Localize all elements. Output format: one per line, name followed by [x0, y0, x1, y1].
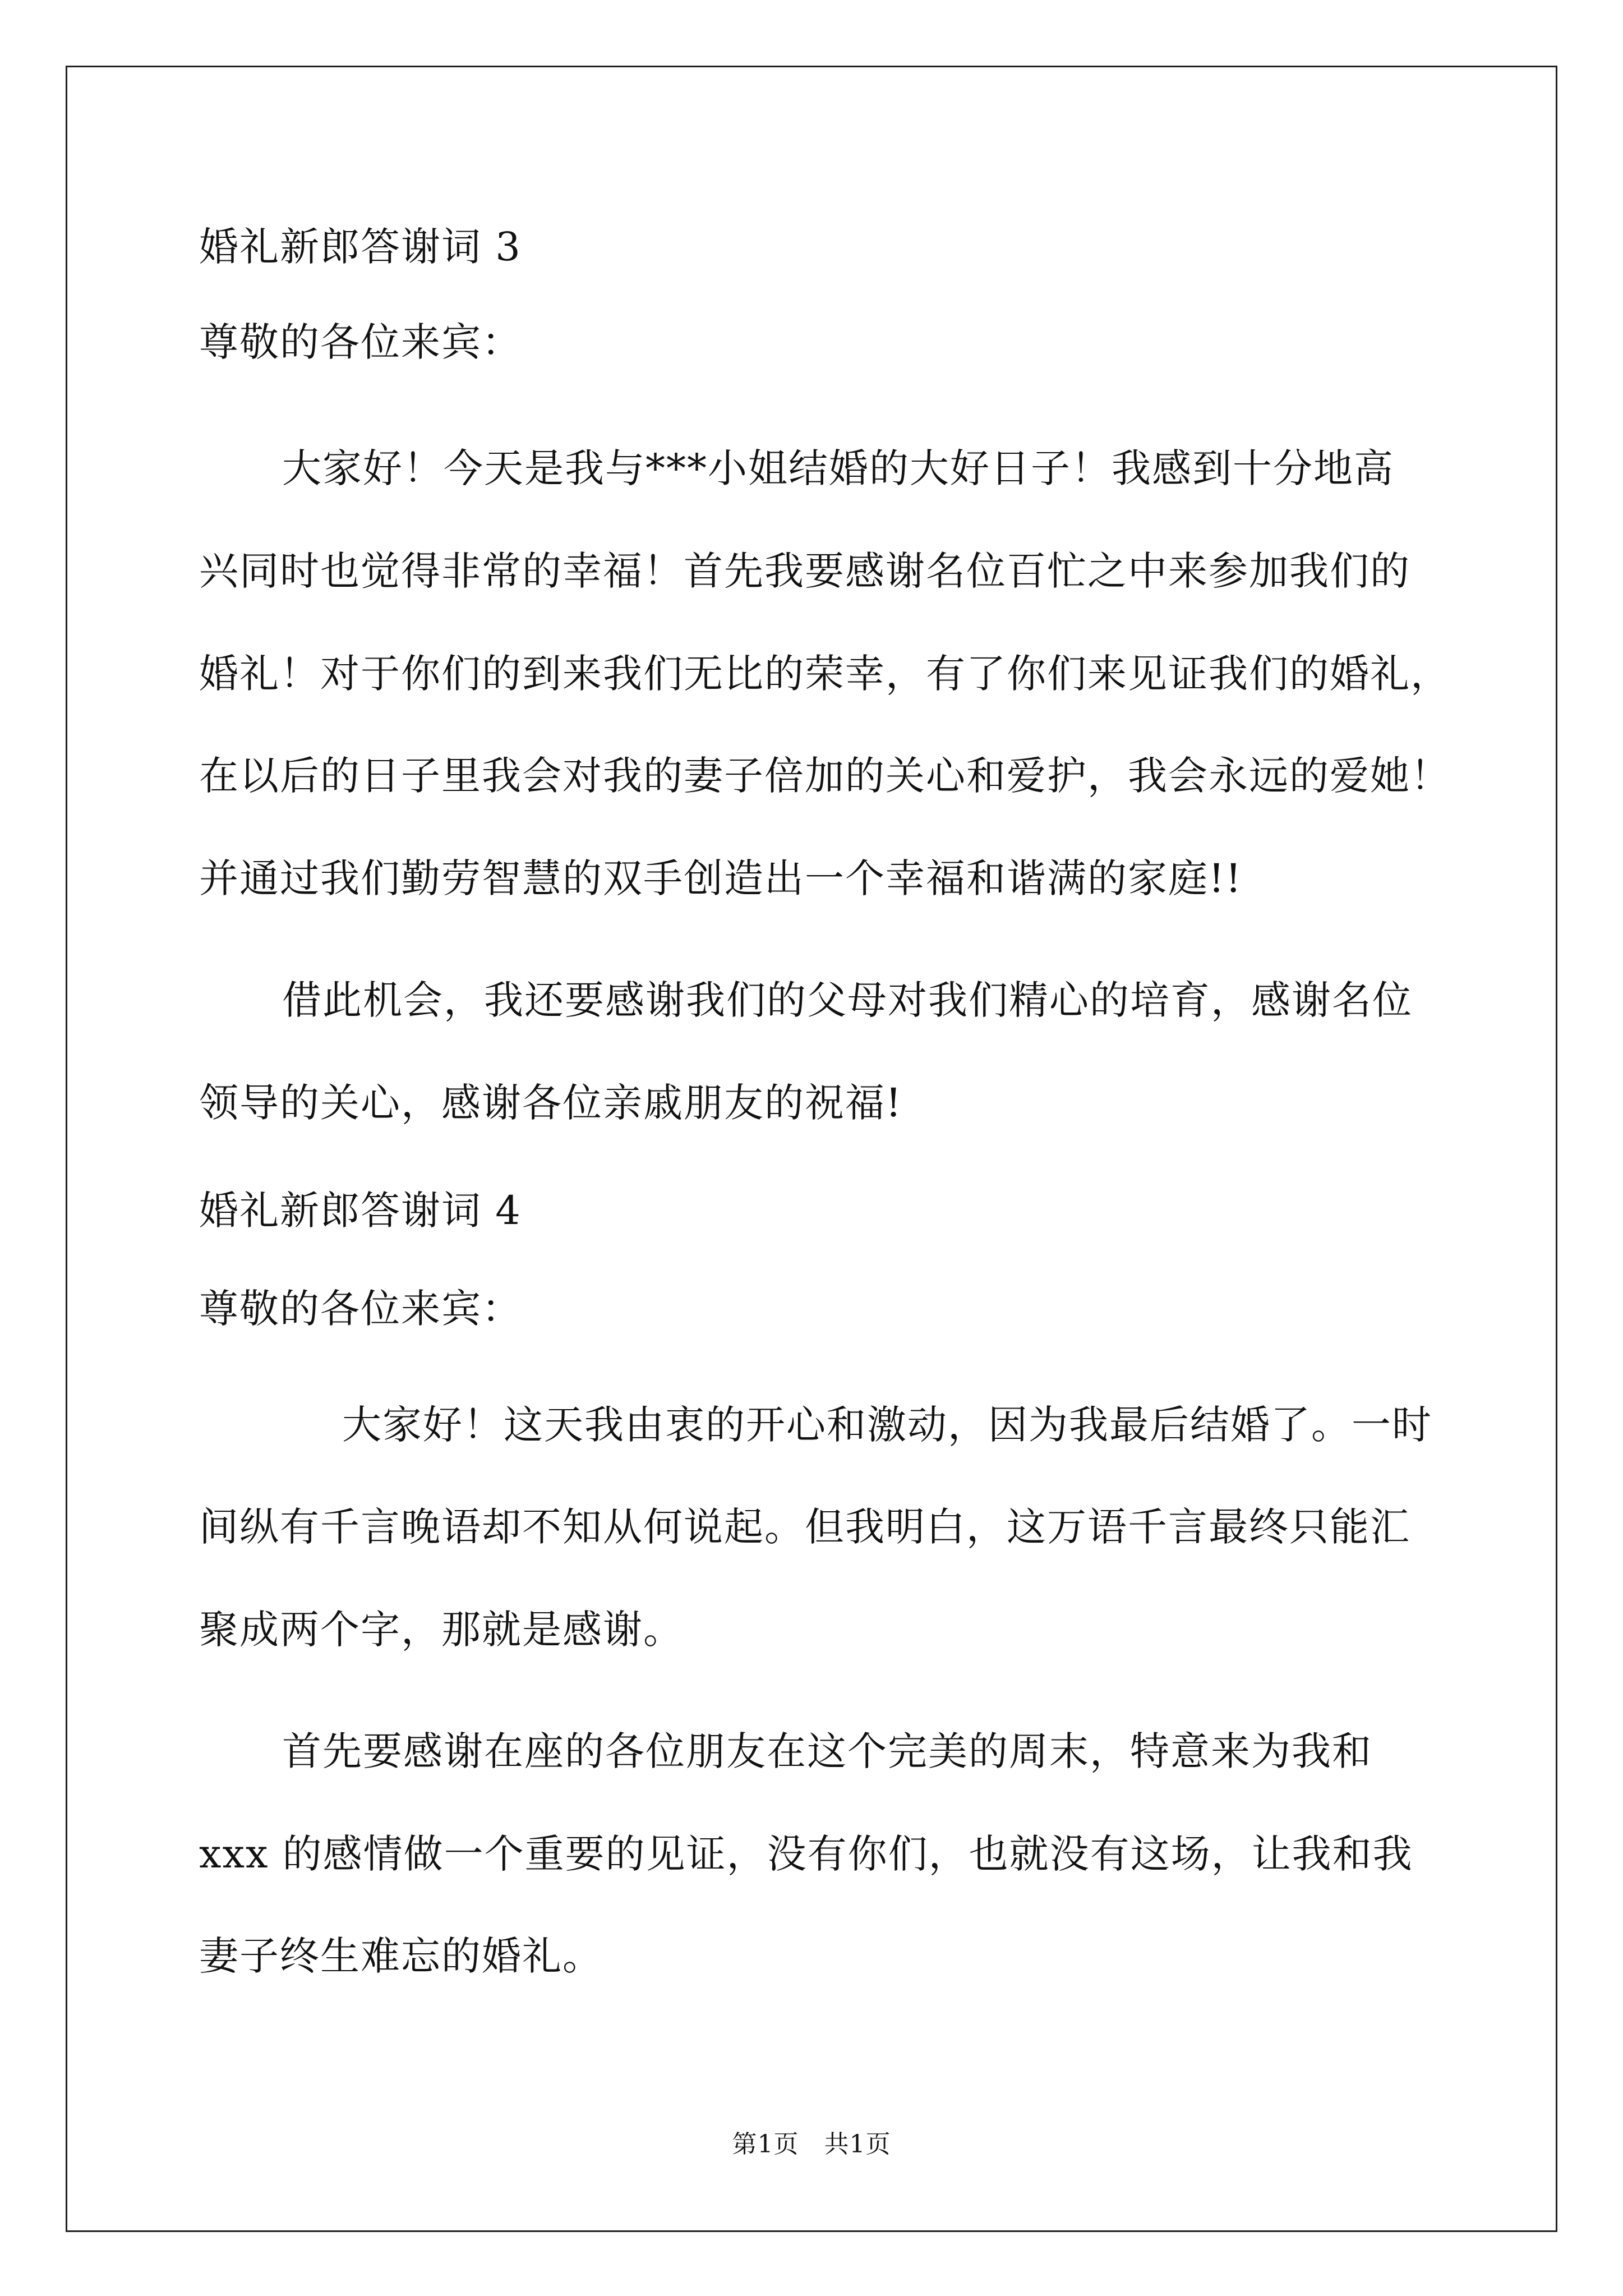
- section-4-p2-line-1: 首先要感谢在座的各位朋友在这个完美的周末，特意来为我和: [282, 1728, 1372, 1774]
- section-4-salutation: 尊敬的各位来宾：: [199, 1286, 522, 1332]
- section-4-p2-line-3: 妻子终生难忘的婚礼。: [199, 1933, 603, 1979]
- section-3-p1-line-5: 并通过我们勤劳智慧的双手创造出一个幸福和谐满的家庭!!: [199, 855, 1243, 901]
- page-footer: 第1页 共1页: [732, 2130, 891, 2159]
- section-3-p1-line-2: 兴同时也觉得非常的幸福！首先我要感谢名位百忙之中来参加我们的: [199, 548, 1410, 594]
- section-3-p1-line-4: 在以后的日子里我会对我的妻子倍加的关心和爱护，我会永远的爱她！: [199, 753, 1451, 799]
- section-3-salutation: 尊敬的各位来宾：: [199, 319, 522, 365]
- section-4-p1-line-1: 大家好！这天我由衷的开心和激动，因为我最后结婚了。一时: [342, 1402, 1432, 1448]
- section-3-p2-line-1: 借此机会，我还要感谢我们的父母对我们精心的培育，感谢名位: [282, 977, 1413, 1023]
- section-3-title: 婚礼新郎答谢词 3: [199, 224, 522, 270]
- section-3-p1-line-3: 婚礼！对于你们的到来我们无比的荣幸，有了你们来见证我们的婚礼，: [199, 651, 1451, 697]
- section-3-p1-line-1: 大家好！今天是我与***小姐结婚的大好日子！我感到十分地高: [282, 445, 1394, 491]
- section-4-p1-line-2: 间纵有千言晚语却不知从何说起。但我明白，这万语千言最终只能汇: [199, 1504, 1410, 1550]
- page-border: [66, 66, 1557, 2232]
- section-4-p2-line-2: xxx 的感情做一个重要的见证，没有你们，也就没有这场，让我和我: [199, 1831, 1413, 1877]
- section-4-title: 婚礼新郎答谢词 4: [199, 1188, 522, 1234]
- section-4-p1-line-3: 聚成两个字，那就是感谢。: [199, 1607, 684, 1653]
- section-3-p2-line-2: 领导的关心，感谢各位亲戚朋友的祝福!: [199, 1080, 903, 1126]
